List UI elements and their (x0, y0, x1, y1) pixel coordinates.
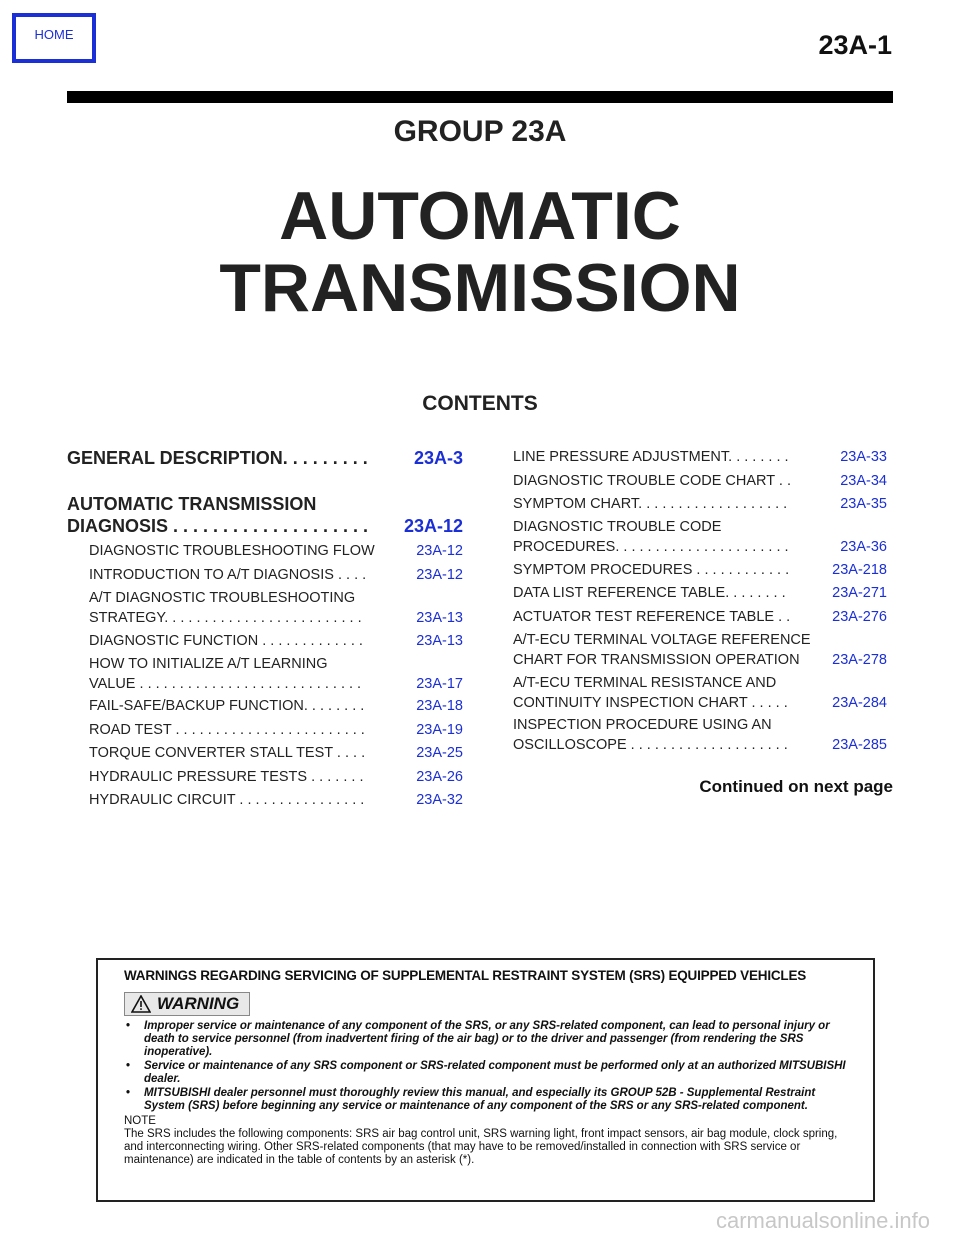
toc-entry[interactable] (89, 768, 463, 788)
toc-page-link[interactable]: 23A-276 (832, 609, 887, 625)
toc-entry-title: TORQUE CONVERTER STALL TEST . . . . (89, 745, 366, 761)
toc-entry-title: CHART FOR TRANSMISSION OPERATION (513, 651, 800, 668)
toc-entry-title: DIAGNOSTIC TROUBLE CODE CHART . . (513, 473, 791, 489)
toc-entry[interactable] (89, 697, 463, 717)
toc-entry[interactable] (89, 791, 463, 811)
toc-entry-title: SYMPTOM CHART. . . . . . . . . . . . . . . . . . . (513, 496, 788, 512)
toc-page-link[interactable]: 23A-33 (840, 449, 887, 465)
toc-entry[interactable] (513, 472, 887, 492)
srs-warning-heading: WARNINGS REGARDING SERVICING OF SUPPLEMENTAL RESTRAINT SYSTEM (SRS) EQUIPPED VEHICLES (124, 968, 807, 983)
header-rule (67, 91, 893, 103)
main-title-line-2: TRANSMISSION (219, 250, 741, 326)
group-title: GROUP 23A (393, 115, 567, 148)
toc-entry-title: GENERAL DESCRIPTION. . . . . . . . . (67, 448, 368, 468)
toc-entry-title-line: A/T-ECU TERMINAL RESISTANCE AND (513, 675, 777, 691)
toc-entry-title: SYMPTOM PROCEDURES . . . . . . . . . . . . (513, 562, 790, 578)
toc-page-link[interactable]: 23A-3 (413, 448, 463, 468)
warning-list (124, 1020, 859, 1113)
toc-entry[interactable] (513, 495, 887, 515)
toc-entry-title-line: A/T-ECU TERMINAL VOLTAGE REFERENCE (513, 632, 811, 648)
toc-page-link[interactable]: 23A-218 (832, 562, 887, 578)
toc-page-link[interactable]: 23A-12 (403, 516, 463, 536)
toc-page-link[interactable]: 23A-26 (416, 769, 463, 785)
toc-entry-title: CONTINUITY INSPECTION CHART . . . . . (513, 694, 788, 711)
toc-entry-title: HYDRAULIC PRESSURE TESTS . . . . . . . (89, 769, 364, 785)
toc-entry-title: DIAGNOSTIC FUNCTION . . . . . . . . . . . . . (89, 633, 363, 649)
toc-entry-title: STRATEGY. . . . . . . . . . . . . . . . . . . . . . . . . (89, 609, 362, 626)
note-label: NOTE (124, 1115, 156, 1127)
srs-warning-box (96, 958, 875, 1202)
watermark: carmanualsonline.info (715, 1208, 930, 1233)
toc-entry[interactable] (89, 542, 463, 562)
toc-entry[interactable] (89, 589, 463, 628)
contents-heading: CONTENTS (422, 392, 538, 415)
toc-entry-title-line: AUTOMATIC TRANSMISSION (67, 494, 317, 514)
toc-entry-title-line: DIAGNOSTIC TROUBLE CODE (513, 519, 722, 535)
toc-page-link[interactable]: 23A-25 (416, 745, 463, 761)
warning-label: WARNING (124, 992, 250, 1016)
toc-entry-general-description[interactable] (67, 448, 463, 469)
toc-entry-title: DIAGNOSTIC TROUBLESHOOTING FLOW (89, 543, 375, 559)
toc-entry-title: INTRODUCTION TO A/T DIAGNOSIS . . . . (89, 567, 367, 583)
toc-entry-title: ROAD TEST . . . . . . . . . . . . . . . . . . . . . . . . (89, 722, 365, 738)
toc-entry[interactable] (513, 584, 887, 604)
toc-entry[interactable] (89, 655, 463, 694)
toc-entry-title: FAIL-SAFE/BACKUP FUNCTION. . . . . . . . (89, 698, 365, 714)
toc-entry-title: LINE PRESSURE ADJUSTMENT. . . . . . . . (513, 449, 789, 465)
toc-entry-title: OSCILLOSCOPE . . . . . . . . . . . . . . . . . . . . (513, 736, 788, 753)
warning-item: • Improper service or maintenance of any component of the SRS, or any SRS-related component, can lead to personal injury or death to service personnel (from inadvertent firing of the air bag) or to the driver and passenger (from rendering the SRS inoperative). (126, 1020, 830, 1058)
toc-entry-title: DIAGNOSIS . . . . . . . . . . . . . . . . . . . . (67, 516, 369, 536)
toc-entry[interactable] (513, 716, 887, 755)
toc-entry-title-line: HOW TO INITIALIZE A/T LEARNING (89, 656, 328, 672)
continued-label: Continued on next page (699, 777, 893, 796)
toc-entry[interactable] (513, 518, 887, 557)
toc-entry-title: HYDRAULIC CIRCUIT . . . . . . . . . . . . . . . . (89, 792, 365, 808)
page-number: 23A-1 (818, 30, 892, 60)
toc-page-link[interactable]: 23A-17 (416, 675, 463, 692)
toc-page-link[interactable]: 23A-32 (416, 792, 463, 808)
toc-page-link[interactable]: 23A-34 (840, 473, 887, 489)
toc-page-link[interactable]: 23A-18 (416, 698, 463, 714)
toc-page-link[interactable]: 23A-12 (416, 543, 463, 559)
toc-entry[interactable] (513, 448, 887, 468)
toc-entry-at-diagnosis[interactable] (67, 493, 463, 537)
toc-entry-title-line: INSPECTION PROCEDURE USING AN (513, 717, 772, 733)
toc-entry[interactable] (89, 566, 463, 586)
toc-entry[interactable] (89, 721, 463, 741)
toc-entry-title: ACTUATOR TEST REFERENCE TABLE . . (513, 609, 791, 625)
toc-page-link[interactable]: 23A-284 (832, 694, 887, 711)
toc-page-link[interactable]: 23A-285 (832, 736, 887, 753)
note-text: The SRS includes the following components: SRS air bag control unit, SRS warning light, front impact sensors, air bag module, clock spring, and interconnecting wiring. Other SRS-related components (that may have to be removed/installed in connection with SRS service or maintenance) are indicated in the table of contents by an asterisk (*). (124, 1128, 838, 1166)
toc-page-link[interactable]: 23A-35 (840, 496, 887, 512)
toc-entry[interactable] (513, 631, 887, 670)
toc-entry[interactable] (89, 744, 463, 764)
toc-page-link[interactable]: 23A-13 (416, 609, 463, 626)
toc-page-link[interactable]: 23A-19 (416, 722, 463, 738)
toc-page-link[interactable]: 23A-13 (416, 633, 463, 649)
home-button[interactable]: HOME (12, 13, 96, 63)
toc-entry-title-line: A/T DIAGNOSTIC TROUBLESHOOTING (89, 590, 356, 606)
toc-entry[interactable] (89, 632, 463, 652)
toc-page-link[interactable]: 23A-278 (832, 651, 887, 668)
toc-page-link[interactable]: 23A-12 (416, 567, 463, 583)
toc-entry[interactable] (513, 674, 887, 713)
warning-item: • MITSUBISHI dealer personnel must thoroughly review this manual, and especially its GROUP 52B - Supplemental Restraint System (SRS) before beginning any service or maintenance of any component of the SRS or any SRS-related component. (126, 1087, 816, 1112)
toc-entry-title: PROCEDURES. . . . . . . . . . . . . . . . . . . . . . (513, 538, 789, 555)
toc-entry-title: DATA LIST REFERENCE TABLE. . . . . . . . (513, 585, 786, 601)
warning-item: • Service or maintenance of any SRS component or SRS-related component must be performed only at an authorized MITSUBISHI dealer. (126, 1060, 846, 1085)
main-title (0, 180, 960, 324)
toc-entry[interactable] (513, 608, 887, 628)
toc-entry[interactable] (513, 561, 887, 581)
warning-triangle-icon (131, 995, 151, 1013)
toc-page-link[interactable]: 23A-271 (832, 585, 887, 601)
toc-entry-title: VALUE . . . . . . . . . . . . . . . . . . . . . . . . . . . . (89, 675, 362, 692)
toc-page-link[interactable]: 23A-36 (840, 538, 887, 555)
main-title-line-1: AUTOMATIC (279, 178, 681, 254)
